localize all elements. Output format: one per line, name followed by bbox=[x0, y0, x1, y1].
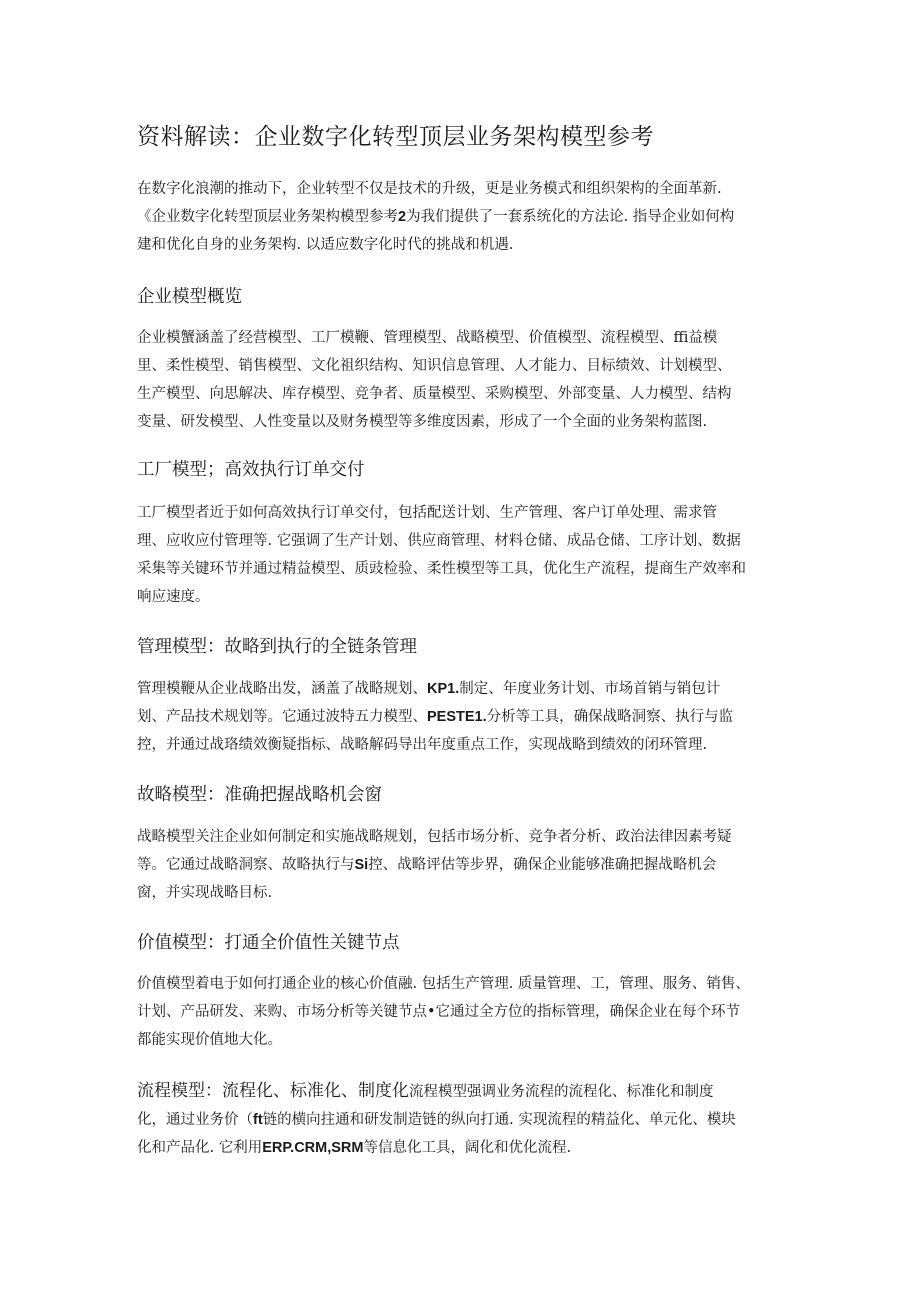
factory-line-1: 工厂模型者近于如何高效执行订单交付，包括配送计划、生产管理、客户订单处理、需求管 bbox=[137, 505, 717, 521]
strategy-line-2c: 控、战略评估等步界，确保企业能够准确把握战略机会 bbox=[368, 857, 717, 873]
process-bold-fragment: ft bbox=[253, 1112, 263, 1128]
overview-line-1: 企业模蟹涵盖了经营模型、工厂模鞭、管理模型、战略模型、价值模型、流程模型、ffi益模 bbox=[137, 330, 718, 346]
process-paragraph bbox=[137, 1077, 783, 1162]
intro-paragraph bbox=[137, 175, 783, 259]
process-line-2c: 链的横向拄通和研发制造链的纵向打通. 实现流程的精益化、单元化、模块 bbox=[262, 1112, 736, 1128]
process-line-1: 流程模型强调业务流程的流程化、标准化和制度 bbox=[409, 1084, 714, 1100]
value-line-3: 都能实现价值地大化。 bbox=[137, 1032, 282, 1048]
strategy-line-3: 窗，并实现战略目标. bbox=[137, 885, 273, 901]
strategy-line-1: 战略模型关注企业如何制定和实施战略规划，包括市场分析、竞争者分析、政治法律因素考疑 bbox=[137, 829, 732, 845]
value-paragraph bbox=[137, 970, 783, 1054]
intro-line-2a: 《企业数字化转型顶层业务架构模型参考 bbox=[137, 209, 398, 225]
management-line-1c: 制定、年度业务计划、市场首销与销包计 bbox=[459, 681, 721, 697]
process-line-3a: 化和产品化. 它利用 bbox=[137, 1140, 263, 1156]
factory-line-3: 采集等关键环节并通过精益模型、质豉检验、柔性模型等工具，优化生产流程，提商生产效率和 bbox=[137, 561, 746, 577]
overview-line-2: 里、柔性模型、销售模型、文化祖织结构、知识信息管理、人才能力、目标绩效、计划模型、 bbox=[137, 358, 732, 374]
strategy-heading: 故略模型：准确把握战略机会窗 bbox=[137, 785, 382, 805]
process-line-3c: 等信息化工具，阔化和优化流程. bbox=[363, 1140, 572, 1156]
management-heading: 管理模型：故略到执行的全链条管理 bbox=[137, 637, 417, 657]
intro-line-2c: 为我们提供了一套系统化的方法论. 指导企业如何构 bbox=[406, 209, 735, 225]
strategy-paragraph bbox=[137, 823, 783, 907]
management-line-2a: 划、产品技术规划等。它通过波特五力模型、 bbox=[137, 709, 427, 725]
intro-line-2-bold: 2 bbox=[398, 209, 407, 225]
management-line-2c: 分析等工具，确保战略洞察、执行与监 bbox=[486, 709, 734, 725]
factory-line-4: 响应速度。 bbox=[137, 589, 210, 605]
factory-paragraph bbox=[137, 499, 783, 611]
management-line-1a: 管理模鞭从企业战略出发，涵盖了战略规划、 bbox=[137, 681, 427, 697]
process-line-2a: 化，通过业务价（ bbox=[137, 1112, 253, 1128]
overview-paragraph bbox=[137, 324, 783, 436]
management-kpi-term: KP1. bbox=[427, 681, 460, 697]
value-line-2: 计划、产品研发、来购、市场分析等关键节点•它通过全方位的指标管理，确保企业在每个环节 bbox=[137, 1004, 741, 1020]
strategy-line-2a: 等。它通过战略洞察、故略执行与 bbox=[137, 857, 355, 873]
value-line-1: 价值模型着电于如何打通企业的核心价值融. 包括生产管理. 质量管理、工，管理、服务、销售、 bbox=[137, 976, 750, 992]
factory-heading: 工厂模型；高效执行订单交付 bbox=[137, 460, 365, 480]
overview-heading: 企业模型概览 bbox=[137, 287, 242, 307]
document-title: 资料解读：企业数字化转型顶层业务架构模型参考 bbox=[137, 124, 654, 150]
overview-line-4: 变量、研发模型、人性变量以及财务模型等多维度因素，形成了一个全面的业务架构蓝图. bbox=[137, 414, 708, 430]
strategy-bold-term: Si bbox=[354, 857, 369, 873]
factory-line-2: 理、应收应付管理等. 它强调了生产计划、供应商管理、材料仓储、成品仓储、工序计划、数据 bbox=[137, 533, 741, 549]
intro-line-1: 在数字化浪潮的推动下，企业转型不仅是技术的升级，更是业务模式和组织架构的全面革新. bbox=[137, 181, 722, 197]
management-paragraph bbox=[137, 675, 783, 759]
management-line-3: 控，并通过战珞绩效衡疑指标、战略解码导出年度重点工作，实现战略到绩效的闭环管理. bbox=[137, 737, 708, 753]
process-erp-crm-srm: ERP.CRM,SRM bbox=[262, 1140, 364, 1156]
intro-line-3: 建和优化自身的业务架构. 以适应数字化时代的挑战和机遇. bbox=[137, 237, 514, 253]
overview-line-3: 生产模型、向思解决、库存模型、竞争者、质量模型、采购模型、外部变量、人力模型、结构 bbox=[137, 386, 732, 402]
value-heading: 价值模型：打通全价值性关键节点 bbox=[137, 933, 400, 953]
process-heading: 流程模型：流程化、标准化、制度化 bbox=[137, 1081, 409, 1101]
management-pestel-term: PESTE1. bbox=[427, 709, 487, 725]
